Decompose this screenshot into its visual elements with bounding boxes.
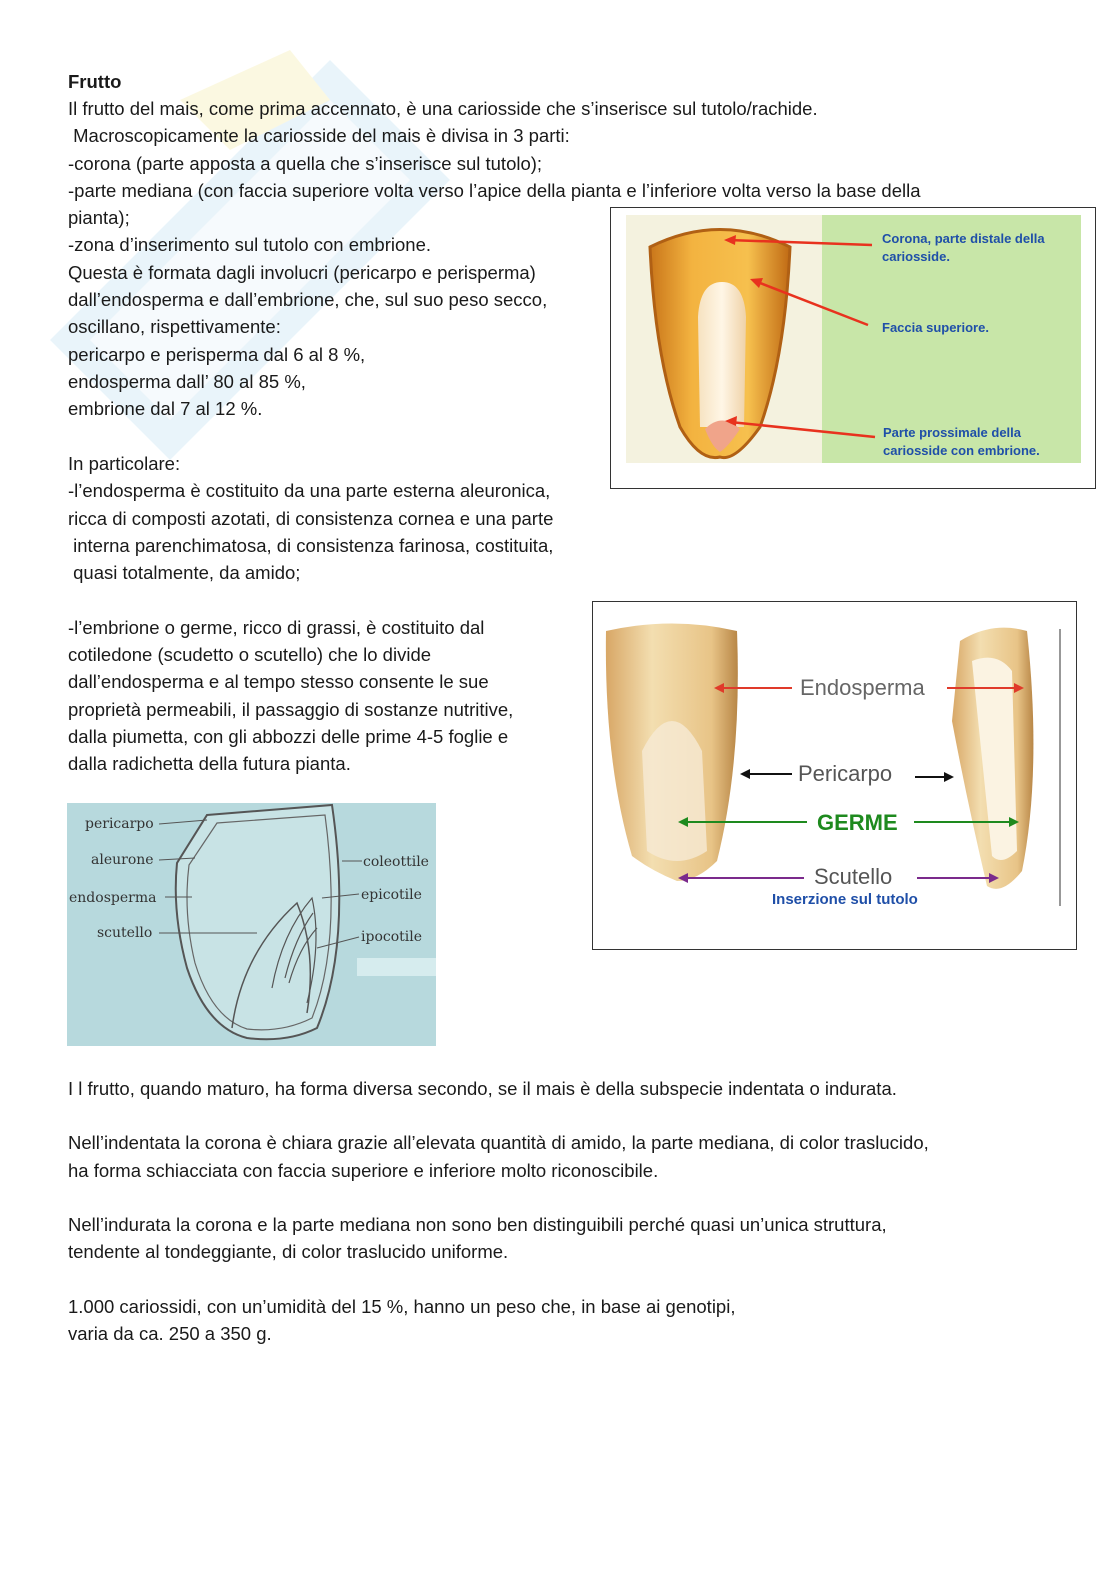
embrione-line: -l’embrione o germe, ricco di grassi, è costituito dal [68, 617, 485, 638]
paragraph-peso: varia da ca. 250 a 350 g. [68, 1323, 272, 1344]
intro-line: pianta); [68, 207, 130, 228]
paragraph-peso: 1.000 cariossidi, con un’umidità del 15 %, hanno un peso che, in base ai genotipi, [68, 1296, 736, 1317]
particolare-line: In particolare: [68, 453, 181, 474]
label-scutello: Scutello [814, 864, 893, 889]
kernel-endosperm [698, 282, 746, 427]
label-endosperma: Endosperma [800, 675, 925, 700]
label-inserzione: Inserzione sul tutolo [772, 891, 918, 908]
label-pericarpo: Pericarpo [798, 761, 893, 786]
intro-line: dall’endosperma e dall’embrione, che, sul suo peso secco, [68, 289, 548, 310]
intro-line: -parte mediana (con faccia superiore volta verso l’apice della pianta e l’inferiore volta verso la base della [68, 180, 921, 201]
embrione-line: proprietà permeabili, il passaggio di sostanze nutritive, [68, 699, 514, 720]
intro-line: embrione dal 7 al 12 %. [68, 398, 263, 419]
paragraph-indurata: tendente al tondeggiante, di color traslucido uniforme. [68, 1241, 509, 1262]
embrione-line: dall’endosperma e al tempo stesso consente le sue [68, 671, 489, 692]
figure-kernel-anatomy [67, 803, 436, 1046]
embrione-line: dalla piumetta, con gli abbozzi delle prime 4-5 foglie e [68, 726, 509, 747]
label-corona-2: cariosside. [882, 249, 950, 264]
particolare-line: -l’endosperma è costituito da una parte esterna aleuronica, [68, 480, 551, 501]
label-coleottile: coleottile [363, 854, 429, 870]
figure-kernel-parts [610, 207, 1096, 489]
label-germe: GERME [817, 810, 898, 835]
paragraph-indentata: ha forma schiacciata con faccia superiore e inferiore molto riconoscibile. [68, 1160, 659, 1181]
intro-line: endosperma dall’ 80 al 85 %, [68, 371, 306, 392]
intro-line: pericarpo e perisperma dal 6 al 8 %, [68, 344, 366, 365]
label-corona-1: Corona, parte distale della [882, 231, 1045, 246]
particolare-line: ricca di composti azotati, di consistenza cornea e una parte [68, 508, 554, 529]
embrione-line: cotiledone (scudetto o scutello) che lo divide [68, 644, 432, 665]
label-aleurone: aleurone [91, 852, 154, 868]
intro-line: Questa è formata dagli involucri (pericarpo e perisperma) [68, 262, 536, 283]
label-pericarpo: pericarpo [85, 816, 154, 832]
embrione-line: dalla radichetta della futura pianta. [68, 753, 351, 774]
paragraph-forma: I l frutto, quando maturo, ha forma diversa secondo, se il mais è della subspecie indentata o indurata. [68, 1078, 897, 1099]
intro-line: Macroscopicamente la cariosside del mais è divisa in 3 parti: [68, 125, 570, 146]
particolare-line: interna parenchimatosa, di consistenza farinosa, costituita, [68, 535, 554, 556]
particolare-line: quasi totalmente, da amido; [68, 562, 301, 583]
paragraph-indurata: Nell’indurata la corona e la parte mediana non sono ben distinguibili perché quasi un’unica struttura, [68, 1214, 887, 1235]
intro-line: -zona d’inserimento sul tutolo con embrione. [68, 234, 431, 255]
paragraph-indentata: Nell’indentata la corona è chiara grazie all’elevata quantità di amido, la parte mediana, di color traslucido, [68, 1132, 929, 1153]
label-prossimale-1: Parte prossimale della [883, 425, 1022, 440]
intro-line: oscillano, rispettivamente: [68, 316, 281, 337]
label-ipocotile: ipocotile [361, 929, 423, 945]
label-faccia: Faccia superiore. [882, 320, 989, 335]
intro-line: -corona (parte apposta a quella che s’inserisce sul tutolo); [68, 153, 543, 174]
label-prossimale-2: cariosside con embrione. [883, 443, 1040, 458]
label-endosperma: endosperma [69, 890, 157, 906]
label-scutello: scutello [97, 925, 153, 941]
intro-line: Il frutto del mais, come prima accennato, è una cariosside che s’inserisce sul tutolo/rachide. [68, 98, 818, 119]
label-epicotile: epicotile [361, 887, 422, 903]
section-title: Frutto [68, 71, 122, 92]
figure-kernel-sections [592, 601, 1077, 951]
figure-patch [357, 958, 436, 976]
